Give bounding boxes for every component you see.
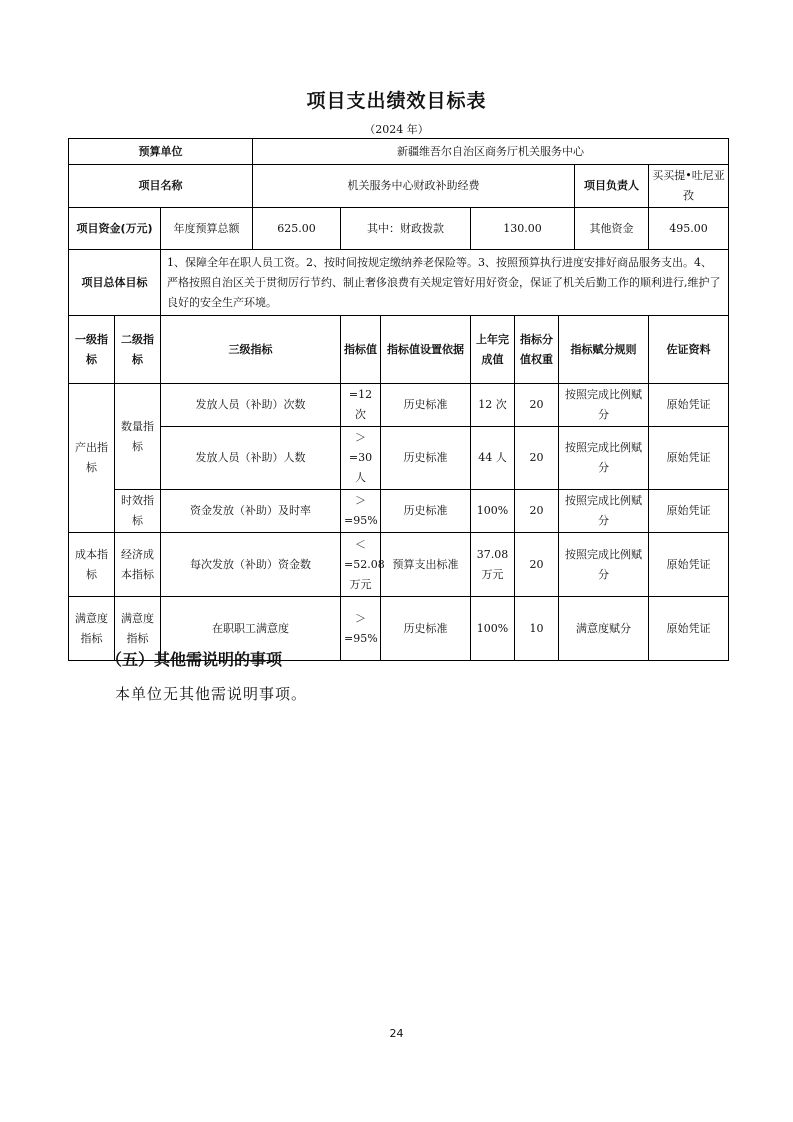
label-goal: 项目总体目标 (69, 250, 161, 316)
label-other: 其他资金 (575, 208, 649, 250)
header-value: 指标值 (341, 316, 381, 384)
header-level2: 二级指标 (115, 316, 161, 384)
group-timeliness: 时效指标 (115, 490, 161, 533)
value-annual: 625.00 (253, 208, 341, 250)
header-weight: 指标分值权重 (515, 316, 559, 384)
header-basis: 指标值设置依据 (381, 316, 471, 384)
group-cost: 成本指标 (69, 533, 115, 597)
table-year: （2024 年） (364, 123, 429, 136)
group-econ: 经济成本指标 (115, 533, 161, 597)
label-funds: 项目资金(万元) (69, 208, 161, 250)
value-fiscal: 130.00 (471, 208, 575, 250)
cell-value: ＞=95% (341, 597, 381, 661)
label-unit: 预算单位 (69, 139, 253, 165)
table-row (69, 427, 729, 490)
cell-last: 100% (471, 597, 515, 661)
header-rule: 指标赋分规则 (559, 316, 649, 384)
cell-basis: 历史标准 (381, 427, 471, 490)
cell-proof: 原始凭证 (649, 384, 729, 427)
cell-value: =12 次 (341, 384, 381, 427)
group-output: 产出指标 (69, 384, 115, 533)
cell-indicator: 资金发放（补助）及时率 (161, 490, 341, 533)
header-last: 上年完成值 (471, 316, 515, 384)
cell-last: 12 次 (471, 384, 515, 427)
cell-indicator: 每次发放（补助）资金数 (161, 533, 341, 597)
cell-last: 37.08 万元 (471, 533, 515, 597)
value-other: 495.00 (649, 208, 729, 250)
cell-indicator: 在职职工满意度 (161, 597, 341, 661)
value-unit: 新疆维吾尔自治区商务厅机关服务中心 (253, 139, 729, 165)
label-owner: 项目负责人 (575, 165, 649, 208)
cell-basis: 历史标准 (381, 490, 471, 533)
cell-basis: 历史标准 (381, 597, 471, 661)
page-number: 24 (389, 1027, 404, 1040)
cell-value: ＜=52.08 万元 (341, 533, 381, 597)
cell-value: ＞=30 人 (341, 427, 381, 490)
cell-rule: 按照完成比例赋分 (559, 490, 649, 533)
group-quantity: 数量指标 (115, 384, 161, 490)
cell-basis: 历史标准 (381, 384, 471, 427)
label-fiscal: 其中：财政拨款 (341, 208, 471, 250)
cell-weight: 20 (515, 533, 559, 597)
row-funds (69, 208, 729, 250)
cell-weight: 20 (515, 427, 559, 490)
group-satisfaction2: 满意度指标 (115, 597, 161, 661)
header-proof: 佐证资料 (649, 316, 729, 384)
value-owner: 买买提•吐尼亚孜 (649, 165, 729, 208)
table-row (69, 490, 729, 533)
value-name: 机关服务中心财政补助经费 (253, 165, 575, 208)
label-annual: 年度预算总额 (161, 208, 253, 250)
cell-proof: 原始凭证 (649, 533, 729, 597)
cell-basis: 预算支出标准 (381, 533, 471, 597)
cell-proof: 原始凭证 (649, 427, 729, 490)
cell-proof: 原始凭证 (649, 490, 729, 533)
label-name: 项目名称 (69, 165, 253, 208)
section-heading: （五）其他需说明的事项 (106, 650, 283, 669)
cell-rule: 按照完成比例赋分 (559, 427, 649, 490)
row-name (69, 165, 729, 208)
cell-indicator: 发放人员（补助）人数 (161, 427, 341, 490)
table-row (69, 533, 729, 597)
cell-last: 100% (471, 490, 515, 533)
cell-weight: 20 (515, 490, 559, 533)
cell-last: 44 人 (471, 427, 515, 490)
table-row (69, 384, 729, 427)
cell-rule: 按照完成比例赋分 (559, 533, 649, 597)
cell-indicator: 发放人员（补助）次数 (161, 384, 341, 427)
group-satisfaction: 满意度指标 (69, 597, 115, 661)
performance-table (68, 138, 729, 661)
row-unit (69, 139, 729, 165)
cell-rule: 按照完成比例赋分 (559, 384, 649, 427)
cell-proof: 原始凭证 (649, 597, 729, 661)
table-title: 项目支出绩效目标表 (306, 90, 487, 112)
cell-value: ＞=95% (341, 490, 381, 533)
header-level1: 一级指标 (69, 316, 115, 384)
value-goal: 1、保障全年在职人员工资。2、按时间按规定缴纳养老保险等。3、按照预算执行进度安排好商品服务支出。4、严格按照自治区关于贯彻厉行节约、制止奢侈浪费有关规定管好用好资金，保证了机关后勤工作的顺利进行,维护了良好的安全生产环境。 (161, 250, 729, 316)
cell-weight: 10 (515, 597, 559, 661)
cell-weight: 20 (515, 384, 559, 427)
header-row (69, 316, 729, 384)
header-level3: 三级指标 (161, 316, 341, 384)
cell-rule: 满意度赋分 (559, 597, 649, 661)
section-text: 本单位无其他需说明事项。 (115, 685, 308, 703)
row-goal (69, 250, 729, 316)
